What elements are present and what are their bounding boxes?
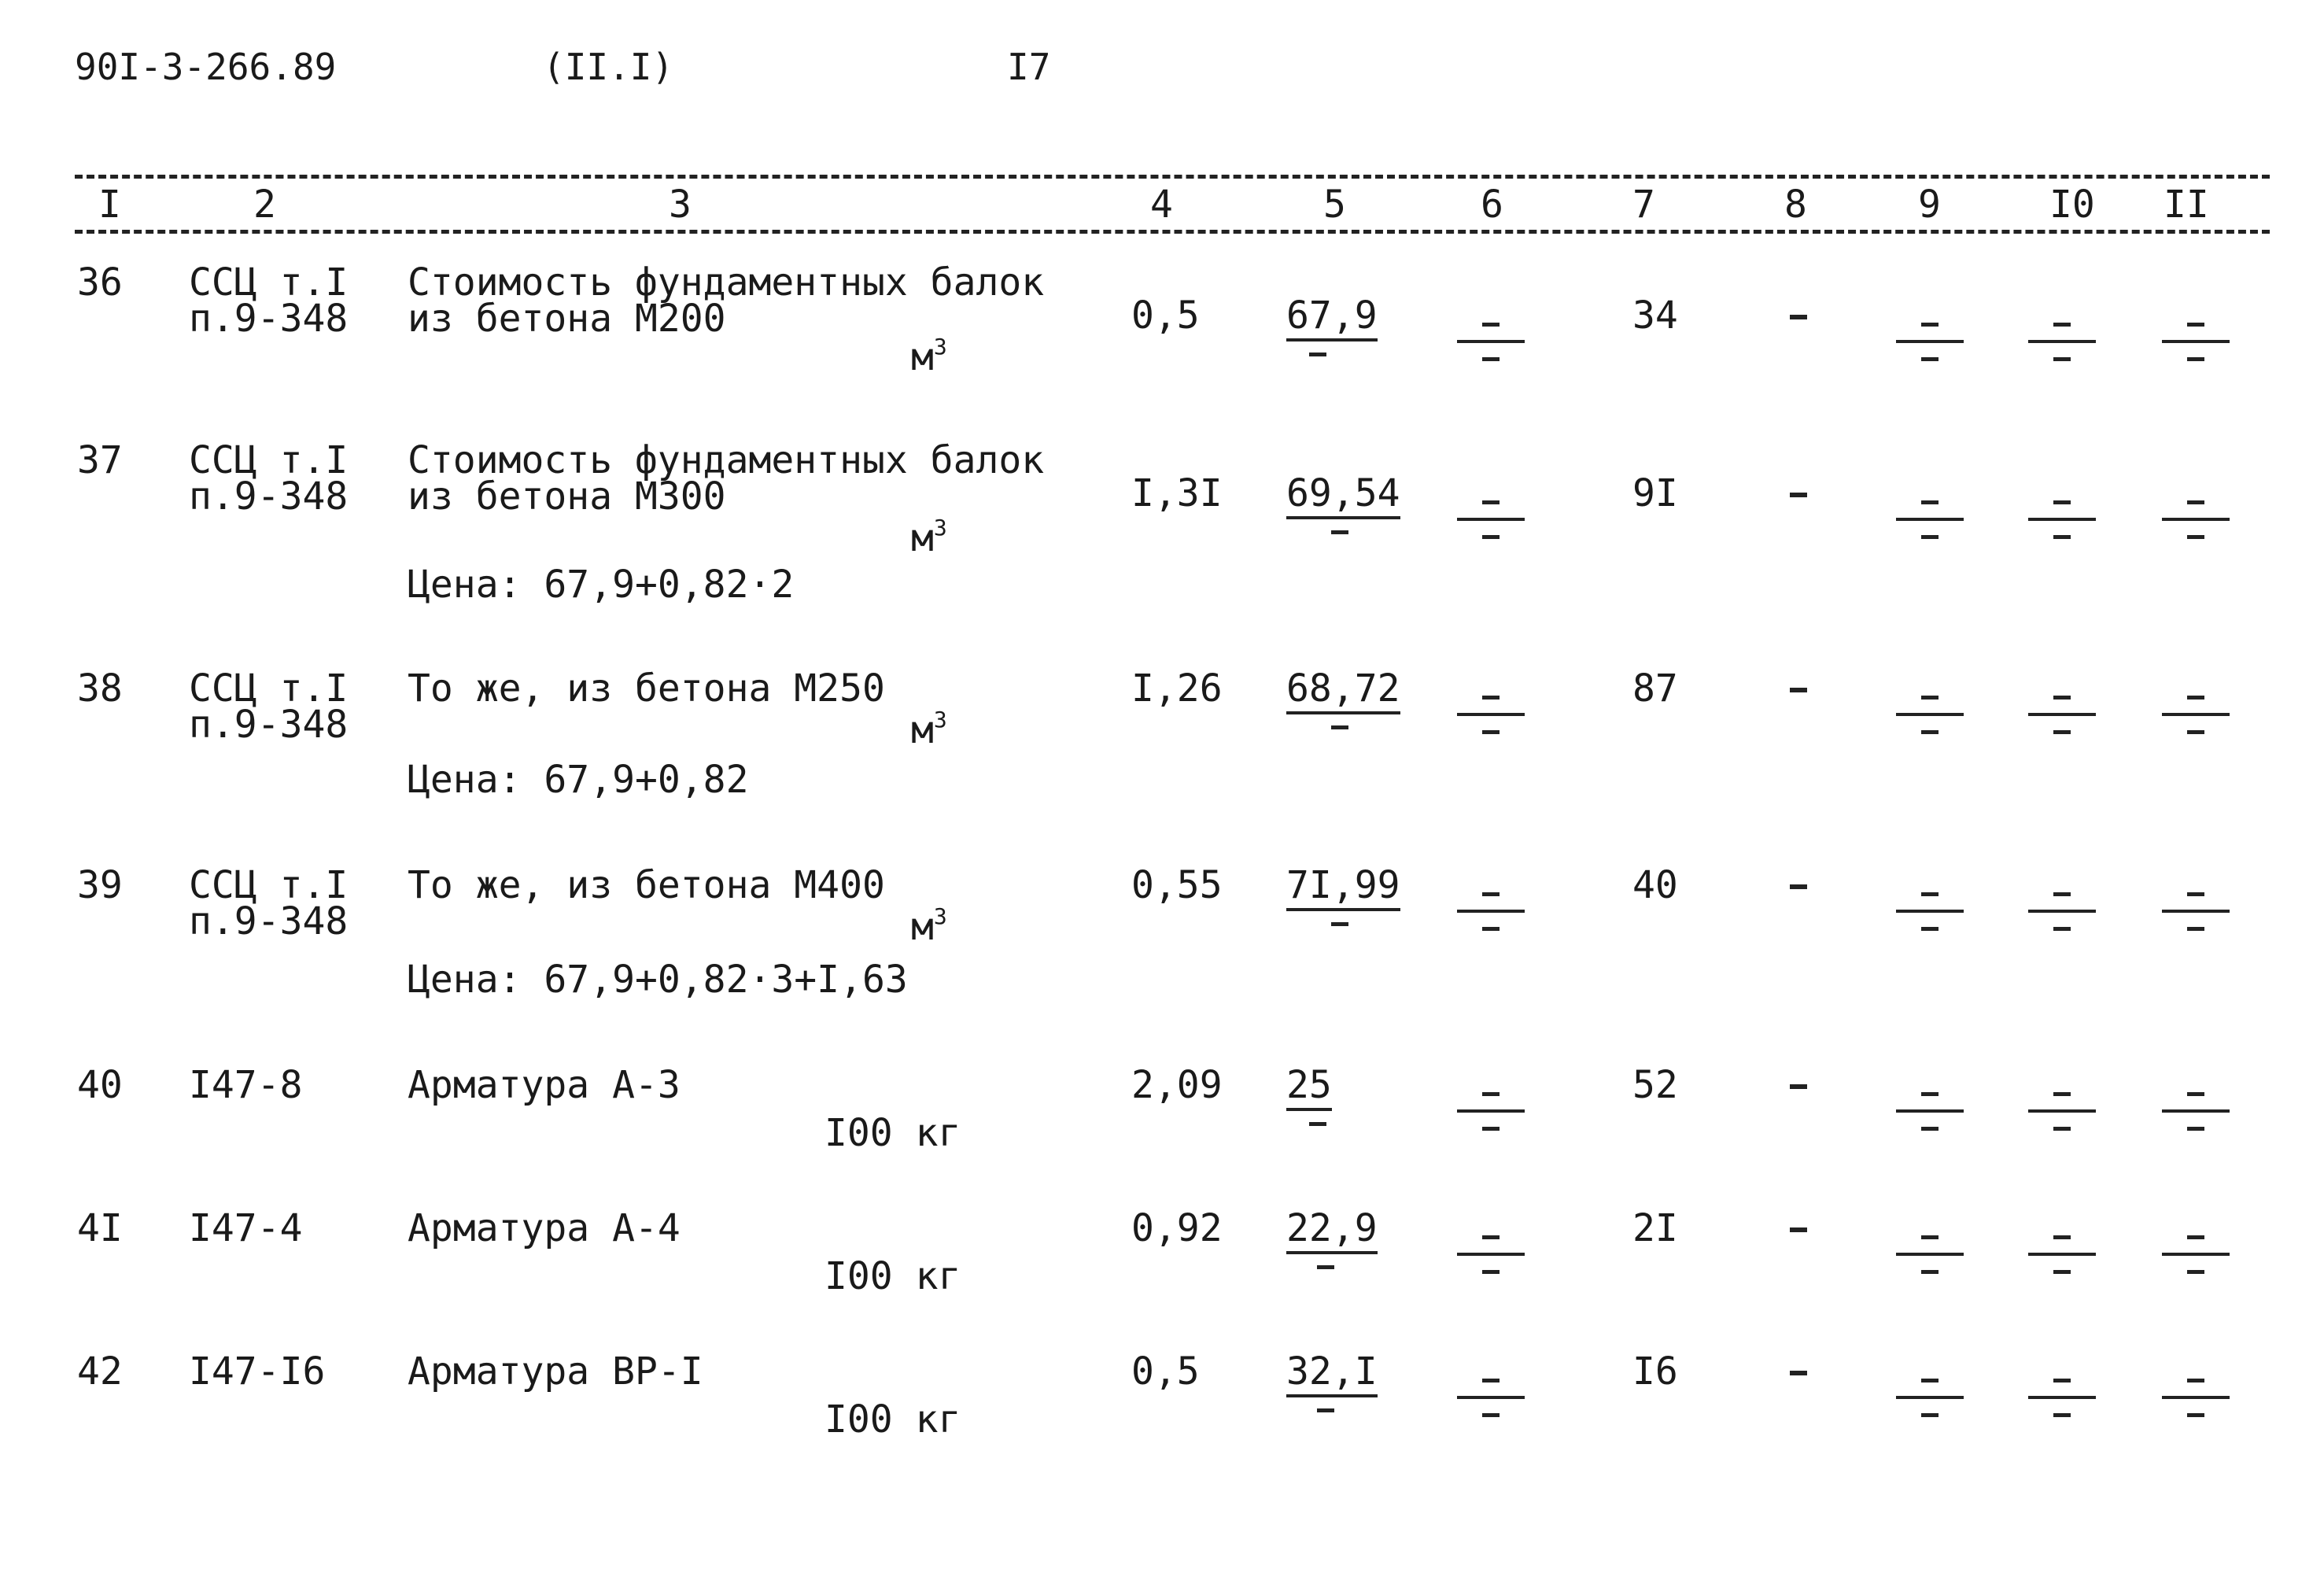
fraction-dash-col10 — [2028, 892, 2096, 932]
fraction-dash-col11 — [2162, 500, 2230, 540]
row-number: 4I — [77, 1206, 123, 1250]
column-header-3: 3 — [669, 183, 692, 227]
quantity: 2,09 — [1131, 1063, 1223, 1107]
reference-line-2: п.9-348 — [189, 297, 349, 341]
section-code: (II.I) — [543, 46, 674, 88]
unit: I00 кг — [824, 1254, 961, 1298]
dash-col8 — [1790, 884, 1807, 889]
fraction-dash-col6 — [1457, 892, 1525, 932]
header-rule-top — [75, 175, 2270, 179]
dash-col8 — [1790, 1227, 1807, 1232]
description-line-1: Стоимость фундаментных балок — [408, 438, 1045, 482]
fraction-dash-col9 — [1896, 500, 1964, 540]
reference-line-1: ССЦ т.I — [189, 260, 349, 305]
reference-line-1: ССЦ т.I — [189, 863, 349, 907]
fraction-dash-col10 — [2028, 1235, 2096, 1275]
row-number: 40 — [77, 1063, 123, 1107]
unit-price: 25 — [1286, 1067, 1332, 1111]
description-line-1: Арматура А-3 — [408, 1063, 681, 1107]
header-rule-bottom — [75, 230, 2270, 234]
reference-line-2: п.9-348 — [189, 703, 349, 747]
unit-price: 68,72 — [1286, 670, 1400, 714]
page-number: I7 — [1007, 46, 1051, 88]
row-number: 36 — [77, 260, 123, 305]
fraction-dash-col10 — [2028, 1379, 2096, 1418]
fraction-dash-col6 — [1457, 323, 1525, 362]
price-sub-dash — [1309, 353, 1326, 356]
unit: $м^3$ — [911, 515, 947, 560]
reference-line-1: I47-4 — [189, 1206, 303, 1250]
unit: $м^3$ — [911, 707, 947, 752]
description-line-1: Арматура А-4 — [408, 1206, 681, 1250]
quantity: I,3I — [1131, 471, 1223, 515]
reference-line-2: п.9-348 — [189, 474, 349, 519]
dash-col8 — [1790, 493, 1807, 497]
fraction-dash-col9 — [1896, 696, 1964, 735]
dash-col8 — [1790, 1084, 1807, 1089]
dash-col8 — [1790, 1371, 1807, 1375]
price-sub-dash — [1331, 725, 1348, 729]
unit: $м^3$ — [911, 903, 947, 949]
price-note: Цена: 67,9+0,82·2 — [408, 563, 795, 607]
fraction-dash-col10 — [2028, 500, 2096, 540]
total-cost: 87 — [1632, 666, 1678, 711]
price-sub-dash — [1331, 922, 1348, 926]
fraction-dash-col6 — [1457, 696, 1525, 735]
fraction-dash-col9 — [1896, 1092, 1964, 1131]
fraction-dash-col6 — [1457, 500, 1525, 540]
fraction-dash-col9 — [1896, 892, 1964, 932]
column-header-1: I — [98, 183, 121, 227]
row-number: 37 — [77, 438, 123, 482]
column-header-6: 6 — [1481, 183, 1503, 227]
reference-line-1: ССЦ т.I — [189, 438, 349, 482]
fraction-dash-col10 — [2028, 1092, 2096, 1131]
column-header-8: 8 — [1784, 183, 1807, 227]
unit-price: 67,9 — [1286, 297, 1378, 341]
fraction-dash-col6 — [1457, 1092, 1525, 1131]
total-cost: 40 — [1632, 863, 1678, 907]
fraction-dash-col11 — [2162, 1235, 2230, 1275]
reference-line-1: I47-8 — [189, 1063, 303, 1107]
price-sub-dash — [1317, 1408, 1334, 1412]
price-note: Цена: 67,9+0,82 — [408, 758, 749, 802]
fraction-dash-col6 — [1457, 1379, 1525, 1418]
quantity: I,26 — [1131, 666, 1223, 711]
fraction-dash-col11 — [2162, 1379, 2230, 1418]
column-header-4: 4 — [1150, 183, 1173, 227]
price-sub-dash — [1309, 1122, 1326, 1126]
quantity: 0,55 — [1131, 863, 1223, 907]
reference-line-2: п.9-348 — [189, 899, 349, 943]
total-cost: I6 — [1632, 1349, 1678, 1394]
dash-col8 — [1790, 688, 1807, 692]
total-cost: 34 — [1632, 293, 1678, 338]
unit: $м^3$ — [911, 334, 947, 379]
fraction-dash-col11 — [2162, 1092, 2230, 1131]
unit-price: 7I,99 — [1286, 867, 1400, 911]
description-line-2: из бетона М300 — [408, 474, 726, 519]
fraction-dash-col11 — [2162, 323, 2230, 362]
fraction-dash-col11 — [2162, 696, 2230, 735]
fraction-dash-col10 — [2028, 696, 2096, 735]
fraction-dash-col9 — [1896, 1379, 1964, 1418]
row-number: 38 — [77, 666, 123, 711]
fraction-dash-col9 — [1896, 323, 1964, 362]
column-header-10: I0 — [2049, 183, 2095, 227]
row-number: 39 — [77, 863, 123, 907]
fraction-dash-col6 — [1457, 1235, 1525, 1275]
row-number: 42 — [77, 1349, 123, 1394]
fraction-dash-col11 — [2162, 892, 2230, 932]
unit: I00 кг — [824, 1111, 961, 1155]
total-cost: 2I — [1632, 1206, 1678, 1250]
quantity: 0,5 — [1131, 1349, 1200, 1394]
column-header-11: II — [2164, 183, 2209, 227]
column-header-9: 9 — [1918, 183, 1941, 227]
doc-code: 90I-3-266.89 — [75, 46, 337, 88]
description-line-1: Стоимость фундаментных балок — [408, 260, 1045, 305]
description-line-2: из бетона М200 — [408, 297, 726, 341]
column-header-7: 7 — [1632, 183, 1655, 227]
reference-line-1: ССЦ т.I — [189, 666, 349, 711]
total-cost: 52 — [1632, 1063, 1678, 1107]
reference-line-1: I47-I6 — [189, 1349, 326, 1394]
description-line-1: Арматура ВР-I — [408, 1349, 703, 1394]
price-note: Цена: 67,9+0,82·3+I,63 — [408, 958, 908, 1002]
price-sub-dash — [1331, 530, 1348, 534]
unit: I00 кг — [824, 1397, 961, 1442]
dash-col8 — [1790, 315, 1807, 319]
unit-price: 22,9 — [1286, 1210, 1378, 1254]
unit-price: 69,54 — [1286, 475, 1400, 519]
total-cost: 9I — [1632, 471, 1678, 515]
quantity: 0,5 — [1131, 293, 1200, 338]
description-line-1: То же, из бетона М250 — [408, 666, 885, 711]
unit-price: 32,I — [1286, 1353, 1378, 1397]
fraction-dash-col10 — [2028, 323, 2096, 362]
fraction-dash-col9 — [1896, 1235, 1964, 1275]
column-header-2: 2 — [253, 183, 276, 227]
column-header-5: 5 — [1323, 183, 1346, 227]
price-sub-dash — [1317, 1265, 1334, 1269]
quantity: 0,92 — [1131, 1206, 1223, 1250]
description-line-1: То же, из бетона М400 — [408, 863, 885, 907]
